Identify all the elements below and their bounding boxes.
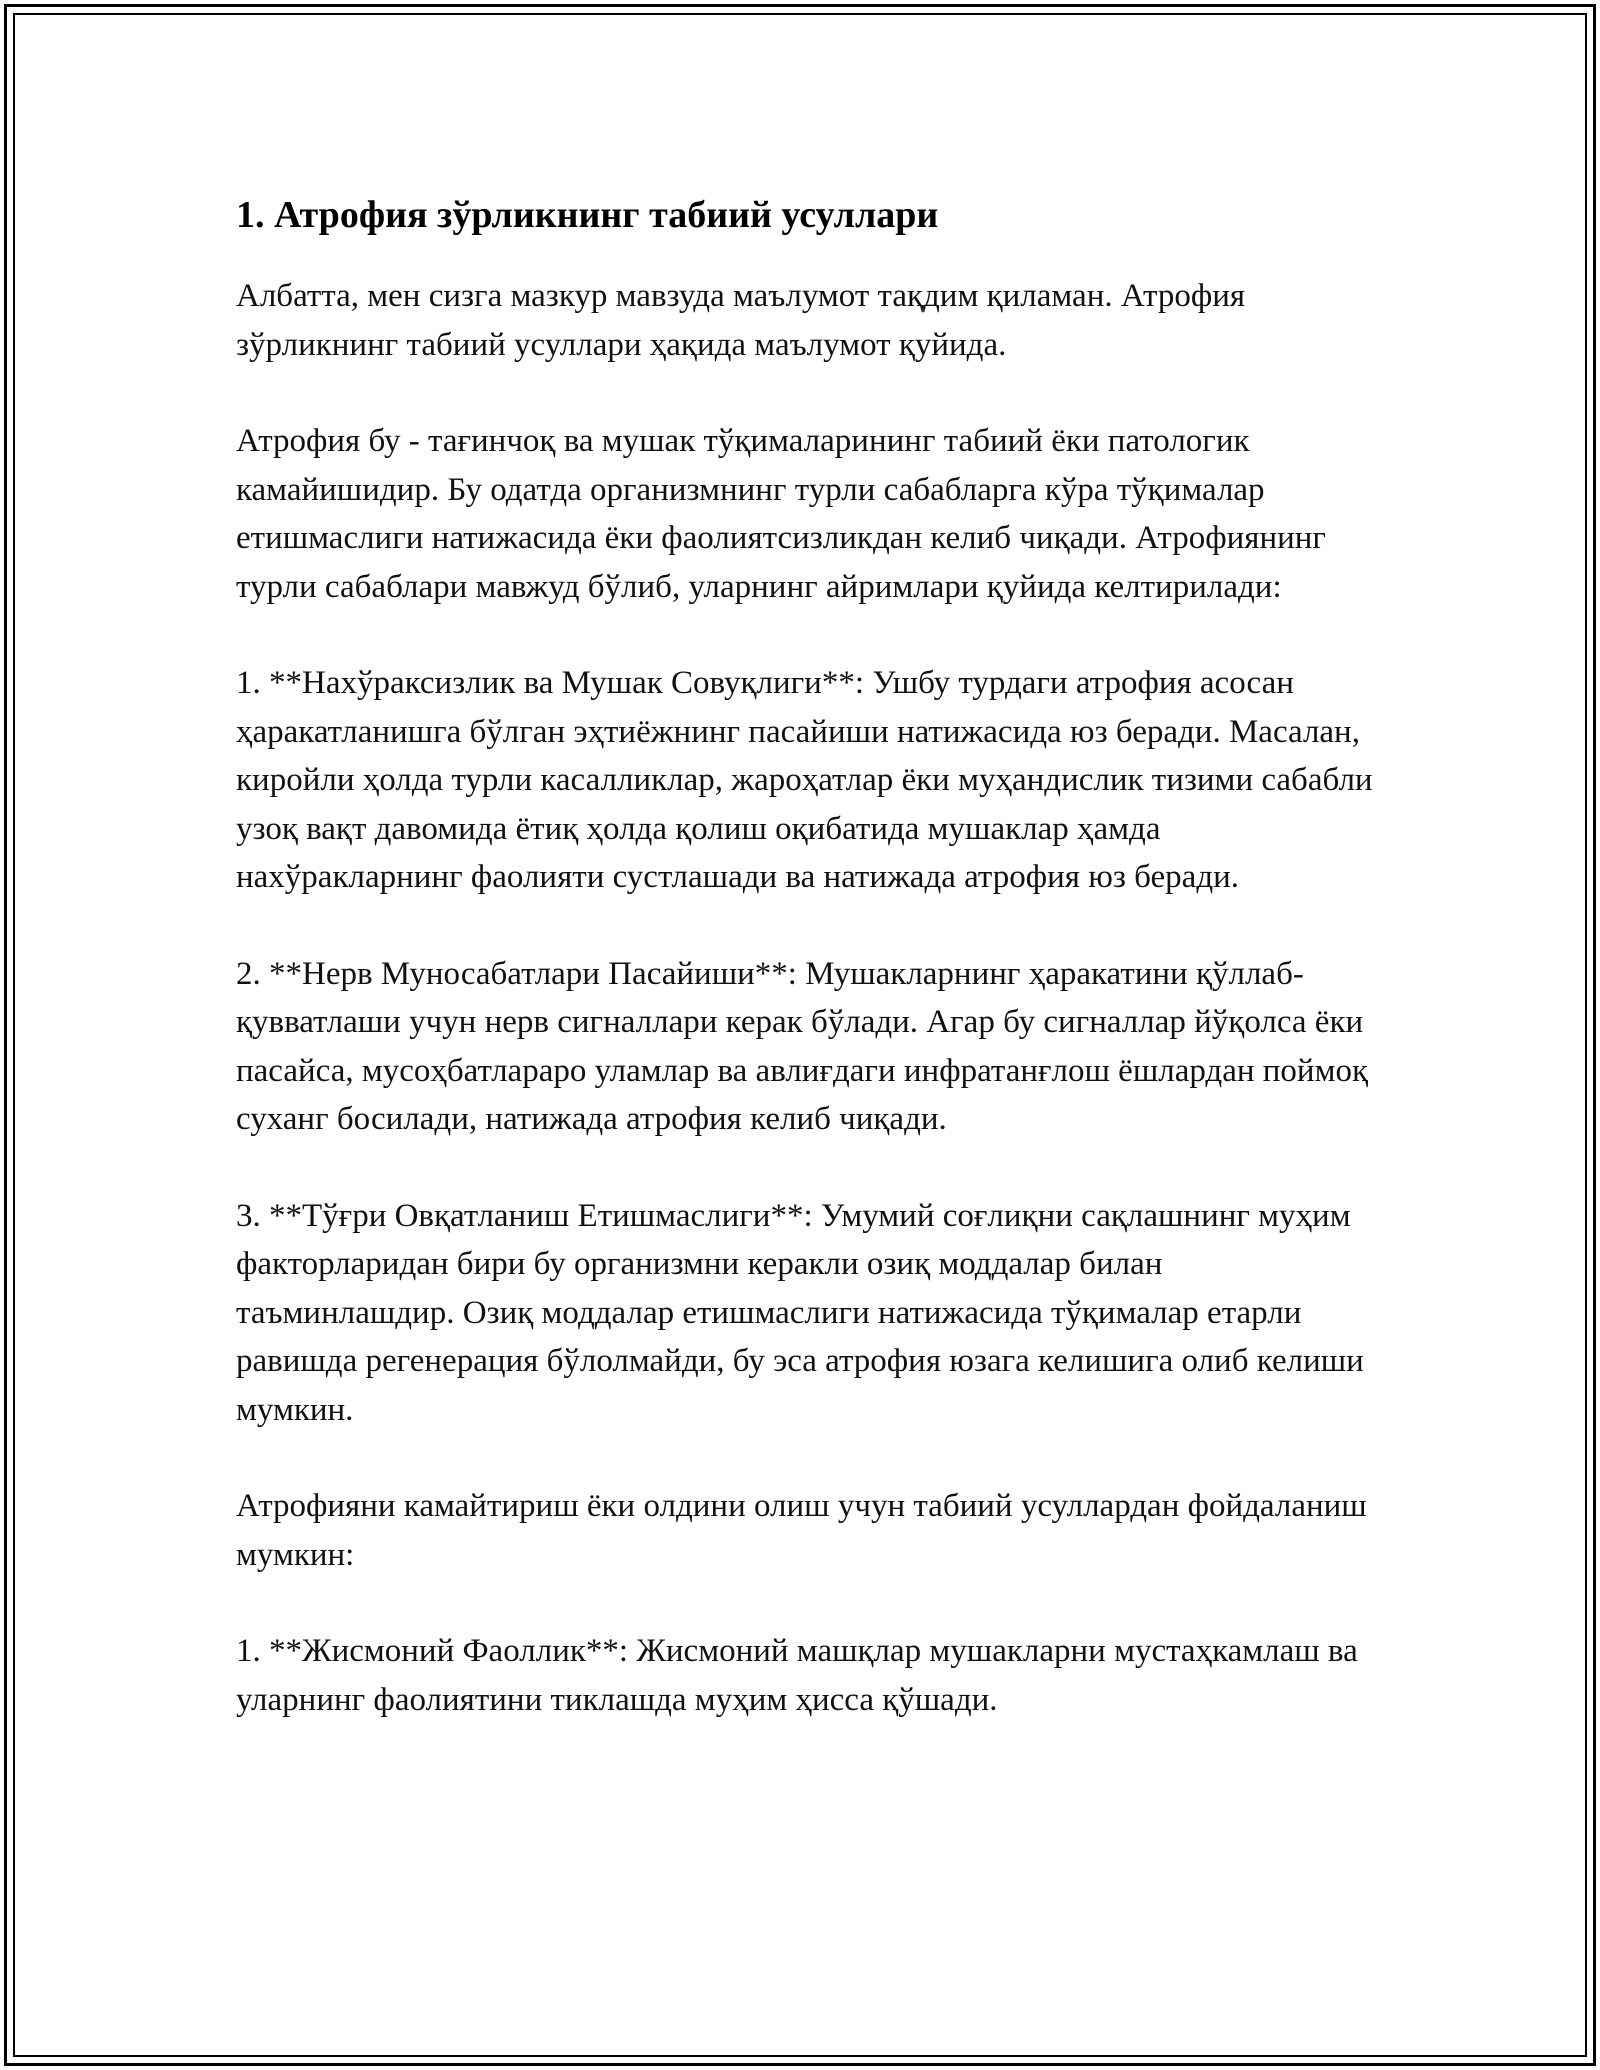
paragraph-cause-3: 3. **Тўғри Овқатланиш Етишмаслиги**: Умумий соғлиқни сақлашнинг муҳим факторларидан бири бу организмни керакли озиқ моддалар билан таъминлашдир. Озиқ моддалар етишмаслиги натижасида тўқималар етарли равишда регенерация бўлолмайди, бу эса атрофия юзага келишига олиб келиши мумкин. — [236, 1197, 1364, 1428]
paragraph-cause-2: 2. **Нерв Муносабатлари Пасайиши**: Мушакларнинг ҳаракатини қўллаб-қувватлаши учун нерв сигналлари керак бўлади. Агар бу сигналлар йўқолса ёки пасайса, мусоҳбатлараро уламлар ва авлиғдаги инфратанғлош ёшлардан поймоқ суханг босилади, натижада атрофия келиб чиқади. — [236, 955, 1368, 1137]
document-title: 1. Атрофия зўрликнинг табиий усуллари — [236, 194, 939, 236]
paragraph-method-1: 1. **Жисмоний Фаоллик**: Жисмоний машқлар мушакларни мустаҳкамлаш ва уларнинг фаолиятини тиклашда муҳим ҳисса қўшади. — [236, 1633, 1358, 1718]
paragraph-methods-intro: Атрофияни камайтириш ёки олдини олиш учун табиий усуллардан фойдаланиш мумкин: — [236, 1488, 1367, 1573]
paragraph-definition: Атрофия бу - тағинчоқ ва мушак тўқималарининг табиий ёки патологик камайишидир. Бу одатда организмнинг турли сабабларга кўра тўқималар етишмаслиги натижасида ёки фаолиятсизликдан келиб чиқади. Атрофиянинг турли сабаблари мавжуд бўлиб, уларнинг айримлари қуйида келтирилади: — [236, 423, 1326, 605]
paragraph-cause-1: 1. **Нахўраксизлик ва Мушак Совуқлиги**: Ушбу турдаги атрофия асосан ҳаракатланишга бўлган эҳтиёжнинг пасайиши натижасида юз беради. Масалан, киройли ҳолда турли касалликлар, жароҳатлар ёки муҳандислик тизими сабабли узоқ вақт давомида ётиқ ҳолда қолиш оқибатида мушаклар ҳамда нахўракларнинг фаолияти сустлашади ва натижада атрофия юз беради. — [236, 665, 1373, 895]
paragraph-intro: Албатта, мен сизга мазкур мавзуда маълумот тақдим қиламан. Атрофия зўрликнинг табиий усуллари ҳақида маълумот қуйида. — [236, 278, 1246, 363]
document-body — [236, 186, 1376, 1772]
